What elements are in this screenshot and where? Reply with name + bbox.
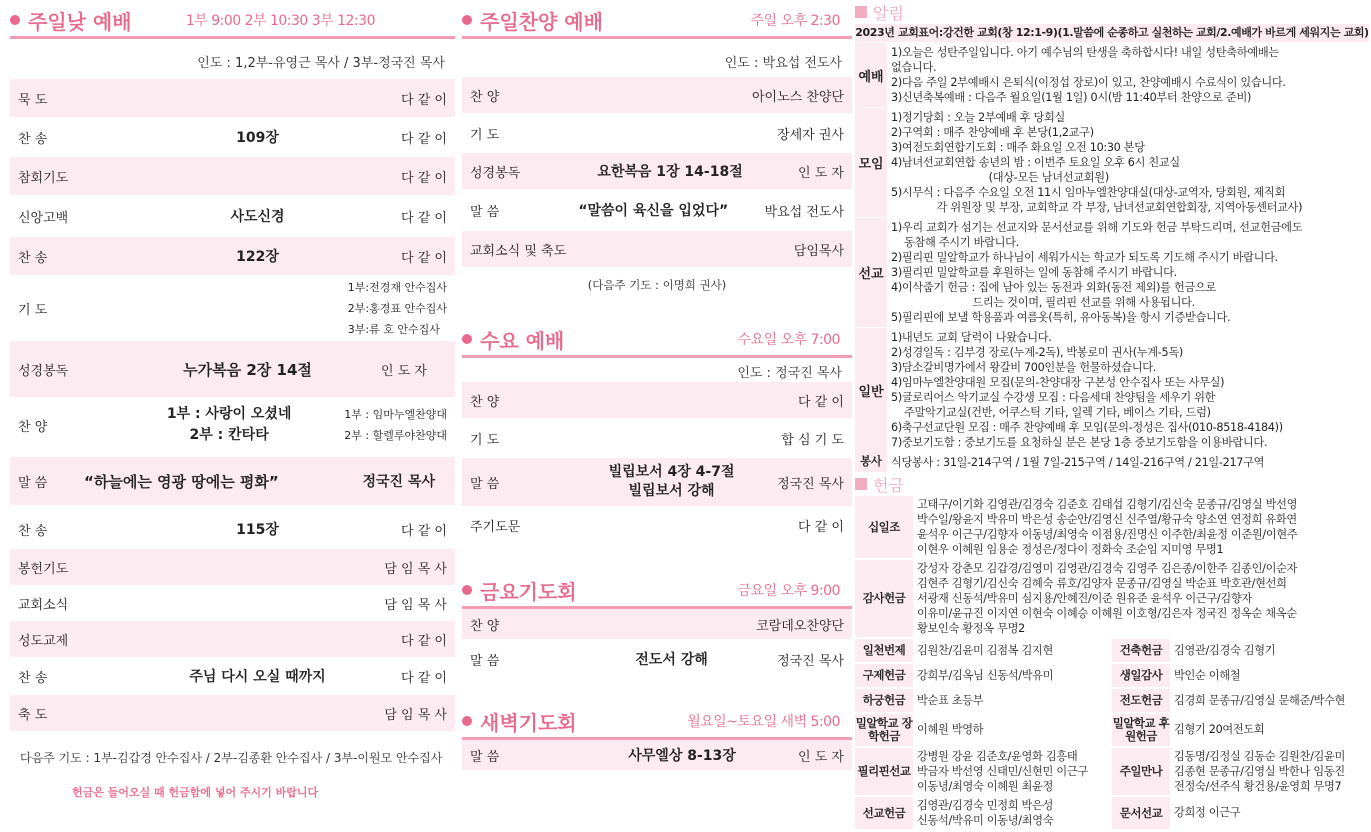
order-label: 찬 송 <box>18 250 48 266</box>
wednesday-header <box>462 323 852 355</box>
offering-line: 강병원 강윤 김준호/윤영화 김흥태 <box>917 750 1078 763</box>
order-label: 기 도 <box>470 432 500 448</box>
order-content: 109장 <box>236 130 279 146</box>
bullet-icon <box>462 15 472 25</box>
order-label: 찬 송 <box>18 670 48 686</box>
order-row <box>10 117 455 157</box>
notices-label: 알림 <box>873 3 904 23</box>
friday-title: 금요기도회 <box>480 579 577 604</box>
notice-line: 각 위원장 및 부장, 교회학교 각 부장, 남녀선교회연합회장, 지역아동센터교사) <box>891 201 1303 214</box>
offering-line: 황보인숙 황정옥 무명2 <box>917 622 1025 635</box>
order-content: 전도서 강해 <box>635 652 708 668</box>
offering-line: 이현우 이혜원 임용순 정성은/정다이 정화숙 조순임 지미영 무명1 <box>917 543 1224 556</box>
order-content: 사도신경 <box>230 209 285 225</box>
offering-line: 이동녕/최영숙 이혜원 최윤정 <box>917 780 1054 793</box>
sermon-row <box>10 457 455 505</box>
notice-category: 모임 <box>855 108 887 217</box>
sermon-title: “하늘에는 영광 땅에는 평화” <box>84 472 279 491</box>
bullet-icon <box>462 716 472 726</box>
order-person: 다 같 이 <box>798 519 844 535</box>
order-label: 신앙고백 <box>18 210 69 226</box>
sermon-preacher: 정국진 목사 <box>777 476 844 492</box>
offering-names <box>913 748 1112 795</box>
notice-line: 없습니다. <box>891 61 937 74</box>
dawn-title: 새벽기도회 <box>480 710 577 735</box>
order-row <box>10 657 455 695</box>
offering-category: 밀알학교 후원헌금 <box>1112 714 1170 746</box>
notice-line: 2)다음 주일 2부예배시 은퇴식(이정섭 장로)이 있고, 찬양예배시 수료식이 있습니다. <box>891 76 1286 89</box>
order-label: 교회소식 <box>18 597 69 613</box>
scripture-row <box>10 341 455 397</box>
order-row <box>10 195 455 237</box>
notice-line: 1)오늘은 성탄주일입니다. 아기 예수님의 탄생을 축하합시다! 내일 성탄축하예배는 <box>891 46 1279 59</box>
praise-service-header <box>462 4 852 36</box>
offering-names: 강희정 이근구 <box>1174 806 1241 819</box>
order-label: 교회소식 및 축도 <box>470 243 567 259</box>
scripture-text: 누가복음 2장 14절 <box>183 360 312 379</box>
order-person: 다 같 이 <box>798 394 844 410</box>
notice-line: 동참해 주시기 바랍니다. <box>891 236 1019 249</box>
order-person: 담임목사 <box>793 243 844 259</box>
praise-choir: 1부 : 임마누엘찬양대 <box>344 408 447 421</box>
notice-body <box>887 108 1369 217</box>
offering-category: 하궁헌금 <box>855 689 913 712</box>
offering-line: 김영관/김경숙 민정희 박은성 <box>917 799 1054 812</box>
other-services-column <box>462 0 852 770</box>
offering-category: 밀알학교 장학헌금 <box>855 714 913 746</box>
offering-category: 감사헌금 <box>855 560 913 637</box>
offering-pair <box>855 797 1369 829</box>
divider <box>462 737 852 740</box>
prayer-label: 기 도 <box>18 302 48 318</box>
notice-line: 5)글로리어스 악기교실 수강생 모집 : 다음세대 찬양팀을 세우기 위한 <box>891 391 1216 404</box>
order-person: 다 같 이 <box>401 170 447 186</box>
order-content: 115장 <box>236 522 279 538</box>
notice-line: 6)축구선교단원 모집 : 매주 찬양예배 후 모임(문의-정성은 집사(010-8518-4184)) <box>891 421 1283 434</box>
order-row <box>462 639 852 679</box>
bullet-icon <box>10 15 20 25</box>
wednesday-title: 수요 예배 <box>480 328 565 353</box>
notice-category: 예배 <box>855 43 887 107</box>
offering-category: 전도헌금 <box>1112 689 1170 712</box>
order-row <box>462 189 852 231</box>
offering-pair <box>855 639 1369 662</box>
notice-category: 선교 <box>855 218 887 327</box>
wednesday-order <box>462 382 852 544</box>
sunday-order-table <box>10 79 455 731</box>
order-label: 말 씀 <box>470 204 500 220</box>
order-person: 인 도 자 <box>798 165 844 181</box>
order-label: 찬 양 <box>470 89 500 105</box>
praise-choir: 2부 : 할렐루야찬양대 <box>344 429 447 442</box>
offering-line: 김현주 김형기/김신숙 김혜숙 류호/김양자 문종규/김영실 박순표 박호관/현선희 <box>917 577 1287 590</box>
offering-line: 신동석/박유미 이동녕/최영숙 <box>917 814 1054 827</box>
dawn-time: 월요일~토요일 새벽 5:00 <box>687 714 840 730</box>
sermon-row <box>462 458 852 506</box>
order-row <box>10 695 455 731</box>
offering-names <box>913 560 1369 637</box>
offering-pair <box>855 748 1369 795</box>
notice-line: 5)필리핀에 보낼 학용품과 여름옷(특히, 유아동복)을 항시 기증받습니다. <box>891 311 1231 324</box>
offering-line: 고태구/이기화 김영관/김경숙 김준호 김태섭 김형기/김신숙 문종규/김영실 박선영 <box>917 498 1298 511</box>
offering-names <box>1170 748 1369 795</box>
offering-line: 박금자 박선영 신태민/신현민 이근구 <box>917 765 1088 778</box>
sermon-text <box>566 463 777 501</box>
square-icon <box>855 6 867 18</box>
offering-names: 김경희 문종규/김영실 문해준/박수현 <box>1174 694 1346 707</box>
order-label: 봉헌기도 <box>18 561 69 577</box>
notice-line: 1)정기당회 : 오늘 2부예배 후 당회실 <box>891 111 1066 124</box>
sunday-header <box>10 4 455 36</box>
order-person: 담 임 목 사 <box>384 561 447 577</box>
order-row <box>462 609 852 639</box>
notice-category: 일반 <box>855 328 887 452</box>
notice-line: 4)이삭줍기 헌금 : 집에 남아 있는 동전과 외화(동전 제외)를 헌금으로 <box>891 281 1216 294</box>
divider <box>462 355 852 358</box>
order-label: 말 씀 <box>18 475 48 491</box>
order-label: 성도교제 <box>18 633 69 649</box>
notice-line: (대상-모든 남녀선교회원) <box>891 171 1109 184</box>
order-row <box>462 506 852 544</box>
offerings-label-box <box>855 474 1369 494</box>
order-person: 담 임 목 사 <box>384 597 447 613</box>
order-label: 찬 송 <box>18 523 48 539</box>
offering-category: 선교헌금 <box>855 797 913 829</box>
order-label: 축 도 <box>18 707 48 723</box>
notice-meal <box>855 452 1369 472</box>
order-row <box>10 79 455 117</box>
next-week-prayer: 다음주 기도 : 1부-김갑경 안수집사 / 2부-김종환 안수집사 / 3부-이원모 안수집사 <box>20 751 443 765</box>
offering-pair <box>855 664 1369 687</box>
praise-songs <box>114 404 344 446</box>
notice-line: 7)중보기도함 : 중보기도를 요청하실 분은 본당 1층 중보기도함을 이용바랍니다. <box>891 436 1268 449</box>
offering-names: 김형기 20여전도회 <box>1174 723 1265 736</box>
order-row <box>462 153 852 189</box>
offering-line: 이유미/윤규진 이지연 이현숙 이혜승 이혜원 이호형/김은자 정국진 정옥순 채옥순 <box>917 607 1297 620</box>
order-label: 말 씀 <box>470 749 500 765</box>
offering-names <box>913 496 1369 558</box>
order-person: 박요섭 전도사 <box>764 204 844 220</box>
order-label: 참회기도 <box>18 170 69 186</box>
sunday-leader: 인도 : 1,2부-유영근 목사 / 3부-정국진 목사 <box>197 56 445 71</box>
prayer-person: 1부:전경재 안수집사 <box>347 280 447 294</box>
order-content: “말씀이 육신을 입었다” <box>578 203 729 219</box>
order-row <box>462 77 852 113</box>
offering-category: 생일감사 <box>1112 664 1170 687</box>
offering-line: 서광재 신동석/박유미 심지용/안혜진/이준 원유준 윤석우 이근구/김향자 <box>917 592 1252 605</box>
notice-meeting <box>855 107 1369 217</box>
notice-general <box>855 327 1369 452</box>
notice-line: 2)구역회 : 매주 찬양예배 후 본당(1,2교구) <box>891 126 1094 139</box>
offering-category: 구제헌금 <box>855 664 913 687</box>
notice-line: 식당봉사 : 31일-214구역 / 1월 7일-215구역 / 14일-216구역 / 21일-217구역 <box>891 456 1265 469</box>
prayer-row <box>10 275 455 341</box>
offering-pair <box>855 689 1369 712</box>
order-person: 다 같 이 <box>401 670 447 686</box>
order-label: 말 씀 <box>470 476 500 492</box>
order-person: 합 심 기 도 <box>781 432 844 448</box>
order-row <box>462 113 852 153</box>
friday-time: 금요일 오후 9:00 <box>737 583 840 599</box>
offering-pair <box>855 714 1369 746</box>
notices-label-box <box>855 0 1369 24</box>
wednesday-leader: 인도 : 정국진 목사 <box>737 366 842 381</box>
offering-category: 주일만나 <box>1112 748 1170 795</box>
offering-line: 전정숙/선주식 황건용/윤영희 무명7 <box>1174 780 1342 793</box>
offering-names: 이혜원 박영하 <box>917 723 984 736</box>
sermon-line: 빌립보서 강해 <box>628 483 715 499</box>
bullet-icon <box>462 585 472 595</box>
prayer-list <box>348 277 455 340</box>
notice-line: 3)여전도회연합기도회 : 매주 화요일 오전 10:30 본당 <box>891 141 1145 154</box>
dawn-header <box>462 705 852 737</box>
scripture-reader: 인 도 자 <box>381 363 427 379</box>
order-person: 다 같 이 <box>401 523 447 539</box>
order-person: 다 같 이 <box>401 92 447 108</box>
offering-category: 십일조 <box>855 496 913 558</box>
friday-header <box>462 574 852 606</box>
order-label: 찬 양 <box>470 394 500 410</box>
order-person: 다 같 이 <box>401 131 447 147</box>
offerings-label: 헌금 <box>873 475 904 495</box>
praise-service-title: 주일찬양 예배 <box>480 9 603 34</box>
offering-category: 일천번제 <box>855 639 913 662</box>
notice-line: 4)임마누엘찬양대원 모집(문의-찬양대장 구본성 안수집사 또는 사무실) <box>891 376 1225 389</box>
order-label: 찬 양 <box>18 419 48 435</box>
order-label: 성경봉독 <box>470 165 521 181</box>
order-content: 주님 다시 오실 때까지 <box>189 669 326 685</box>
offering-category: 문서선교 <box>1112 797 1170 829</box>
wednesday-time: 수요일 오후 7:00 <box>737 332 840 348</box>
order-person: 아이노스 찬양단 <box>751 89 844 105</box>
praise-service-leader: 인도 : 박요섭 전도사 <box>724 56 842 71</box>
order-person: 인 도 자 <box>798 749 844 765</box>
order-label: 찬 양 <box>470 618 500 634</box>
order-label: 찬 송 <box>18 131 48 147</box>
offering-tithe <box>855 496 1369 558</box>
offering-line: 강성자 강춘모 김갑경/김영미 김영관/김경숙 김영주 김은종/이한주 김종인/이순자 <box>917 562 1298 575</box>
praise-song: 2부 : 칸타타 <box>189 427 269 443</box>
sunday-worship-column <box>10 0 455 800</box>
notice-worship <box>855 42 1369 107</box>
praise-song: 1부 : 사랑이 오셨네 <box>166 406 292 422</box>
friday-order <box>462 609 852 679</box>
offering-names: 김영관/김경숙 김형기 <box>1174 644 1276 657</box>
praise-service-time: 주일 오후 2:30 <box>750 13 840 29</box>
notice-line: 4)남녀선교회연합 송년의 밤 : 이번주 토요일 오후 6시 친교실 <box>891 156 1180 169</box>
order-row <box>462 418 852 458</box>
offering-line: 윤석우 이근구/김향자 이동녕/최영숙 이점용/진명신 이주한/최윤정 이준원/이현주 <box>917 528 1298 541</box>
order-person: 담 임 목 사 <box>384 707 447 723</box>
order-row <box>10 549 455 585</box>
offering-names: 박인순 이해철 <box>1174 669 1241 682</box>
sunday-time: 1부 9:00 2부 10:30 3부 12:30 <box>185 13 375 29</box>
notice-line: 2)성경일독 : 김부경 장로(누계-2독), 박봉로미 권사(누계-5독) <box>891 346 1183 359</box>
order-person: 다 같 이 <box>401 210 447 226</box>
church-motto: 2023년 교회표어:강건한 교회(창 12:1-9)(1.말씀에 순종하고 실천하는 교회/2.예배가 바르게 세워지는 교회) <box>855 24 1369 42</box>
notice-line: 주말악기교실(건반, 어쿠스틱 기타, 일렉 기타, 베이스 기타, 드럼) <box>891 406 1211 419</box>
notice-line: 3)담소갈비명가에서 왕갈비 700인분을 헌물하셨습니다. <box>891 361 1157 374</box>
notices-column <box>855 0 1369 829</box>
notice-mission <box>855 217 1369 327</box>
order-person: 다 같 이 <box>401 250 447 266</box>
order-row <box>10 585 455 621</box>
offering-category: 건축헌금 <box>1112 639 1170 662</box>
offering-line: 김동명/김정실 김동순 김원찬/김윤미 <box>1174 750 1346 763</box>
order-label: 말 씀 <box>470 653 500 669</box>
order-person: 코람데오찬양단 <box>756 618 844 634</box>
offering-names: 박순표 초등부 <box>917 694 984 707</box>
offering-names: 강희부/김옥님 신동석/박유미 <box>917 669 1054 682</box>
notice-line: 2)필리핀 밀알학교가 하나님이 세워가시는 학교가 되도록 기도해 주시기 바랍니다. <box>891 251 1278 264</box>
order-person: 정국진 목사 <box>777 653 844 669</box>
praise-row <box>10 397 455 453</box>
order-label: 묵 도 <box>18 92 48 108</box>
order-row <box>462 740 852 770</box>
praise-service-order <box>462 77 852 267</box>
order-row <box>10 509 455 549</box>
praise-choirs <box>344 404 455 446</box>
prayer-person: 3부:류 호 안수집사 <box>347 322 440 336</box>
prayer-person: 2부:홍경표 안수집사 <box>347 301 447 315</box>
notice-line: 1)우리 교회가 섬기는 선교지와 문서선교를 위해 기도와 헌금 부탁드리며, 선교헌금에도 <box>891 221 1303 234</box>
order-row <box>462 231 852 267</box>
notice-body <box>887 328 1369 452</box>
square-icon <box>855 478 867 490</box>
praise-next-prayer: (다음주 기도 : 이명희 권사) <box>587 278 727 292</box>
notice-line: 1)내년도 교회 달력이 나왔습니다. <box>891 331 1052 344</box>
offering-note: 헌금은 들어오실 때 헌금함에 넣어 주시기 바랍니다 <box>72 786 319 799</box>
offering-thanks <box>855 560 1369 637</box>
notice-line: 3)필리핀 밀알학교를 후원하는 일에 동참해 주시기 바랍니다. <box>891 266 1177 279</box>
notice-body <box>887 218 1369 327</box>
notice-line: 3)신년축복예배 : 다음주 월요일(1월 1일) 0시(밤 11:40부터 찬양으로 준비) <box>891 91 1252 104</box>
divider <box>462 36 852 39</box>
sunday-title: 주일낮 예배 <box>28 9 132 34</box>
divider <box>462 606 852 609</box>
sermon-preacher: 정국진 목사 <box>362 474 435 490</box>
offering-names <box>913 797 1112 829</box>
notice-category: 봉사 <box>855 452 887 472</box>
notice-body <box>887 43 1369 107</box>
notice-line: 5)시무식 : 다음주 수요일 오전 11시 임마누엘찬양대실(대상-교역자, 당회원, 제직회 <box>891 186 1286 199</box>
bullet-icon <box>462 334 472 344</box>
offering-names: 김원찬/김윤미 김점복 김지현 <box>917 644 1054 657</box>
order-content: 사무엘상 8-13장 <box>628 748 736 764</box>
order-row <box>10 621 455 657</box>
order-row <box>462 382 852 418</box>
divider <box>10 36 455 39</box>
order-label: 주기도문 <box>470 519 521 535</box>
order-row <box>10 237 455 275</box>
offering-line: 박수일/왕윤지 박유미 박은성 송순안/김영신 신주열/황규숙 양소연 연정희 유화연 <box>917 513 1297 526</box>
offering-category: 필리핀선교 <box>855 748 913 795</box>
order-label: 기 도 <box>470 127 500 143</box>
order-person: 장세자 권사 <box>777 127 844 143</box>
order-row <box>10 157 455 195</box>
order-person: 다 같 이 <box>401 633 447 649</box>
notice-line: 드리는 것이며, 필리핀 선교를 위해 사용됩니다. <box>891 296 1195 309</box>
sermon-line: 빌립보서 4장 4-7절 <box>608 464 735 480</box>
order-content: 122장 <box>236 249 279 265</box>
order-content: 요한복음 1장 14-18절 <box>597 164 743 180</box>
offering-line: 김종현 문종규/김영실 박한나 임동진 <box>1174 765 1345 778</box>
order-label: 성경봉독 <box>18 363 69 379</box>
